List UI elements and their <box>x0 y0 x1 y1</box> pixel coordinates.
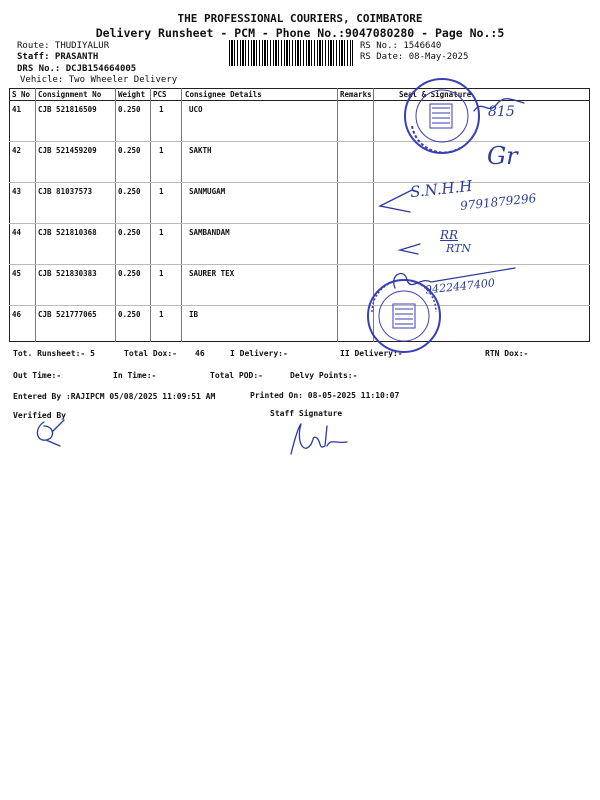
company-title: THE PROFESSIONAL COURIERS, COIMBATORE <box>177 12 423 25</box>
signature-scribble-44 <box>396 240 424 258</box>
col-header-consignee: Consignee Details <box>185 90 262 99</box>
cell-sno: 43 <box>12 187 22 196</box>
verifier-signature <box>30 418 70 448</box>
col-header-weight: Weight <box>118 90 146 99</box>
cell-consignee: SAURER TEX <box>189 269 235 278</box>
handwritten-name-43: S.N.H.H <box>409 176 474 202</box>
cell-pcs: 1 <box>159 146 164 155</box>
signature-scribble-43 <box>376 186 416 216</box>
cell-weight: 0.250 <box>118 269 141 278</box>
table-row <box>9 224 590 264</box>
cell-pcs: 1 <box>159 310 164 319</box>
col-header-sno: S No <box>12 90 31 99</box>
ii-delivery: II Delivery:- <box>340 349 403 358</box>
vehicle: Vehicle: Two Wheeler Delivery <box>20 75 178 85</box>
out-time: Out Time:- <box>13 371 62 380</box>
staff-signature-label: Staff Signature <box>270 409 343 418</box>
handwritten-note-44b: RTN <box>446 242 472 255</box>
cell-sno: 44 <box>12 228 22 237</box>
printed-on: Printed On: 08-05-2025 11:10:07 <box>250 391 400 400</box>
cell-weight: 0.250 <box>118 146 141 155</box>
rtn-dox: RTN Dox:- <box>485 349 529 358</box>
cell-consignee: IB <box>189 310 199 319</box>
table-row <box>9 306 590 346</box>
rs-date: RS Date: 08-May-2025 <box>360 52 469 62</box>
cell-sno: 42 <box>12 146 22 155</box>
cell-consignment: CJB 521810368 <box>38 228 97 237</box>
cell-pcs: 1 <box>159 269 164 278</box>
cell-consignee: SANMUGAM <box>189 187 226 196</box>
runsheet-subtitle: Delivery Runsheet - PCM - Phone No.:9047080280 - Page No.:5 <box>95 26 505 40</box>
cell-weight: 0.250 <box>118 105 141 114</box>
i-delivery: I Delivery:- <box>230 349 288 358</box>
handwritten-note-42: Gr <box>487 142 518 170</box>
handwritten-note-41: 815 <box>488 104 515 120</box>
cell-sno: 41 <box>12 105 22 114</box>
cell-consignee: UCO <box>189 105 203 114</box>
cell-consignment: CJB 81037573 <box>38 187 93 196</box>
in-time: In Time:- <box>113 371 157 380</box>
total-dox-value: 46 <box>195 349 205 358</box>
cell-weight: 0.250 <box>118 228 141 237</box>
cell-consignee: SAMBANDAM <box>189 228 230 237</box>
handwritten-phone-45: 9422447400 <box>424 276 496 297</box>
rs-number: RS No.: 1546640 <box>360 41 442 51</box>
signature-scribble-41 <box>470 95 530 117</box>
cell-sno: 45 <box>12 269 22 278</box>
delvy-points: Delvy Points:- <box>290 371 358 380</box>
col-header-seal: Seal & Signature <box>399 90 472 99</box>
cell-sno: 46 <box>12 310 22 319</box>
cell-weight: 0.250 <box>118 310 141 319</box>
route: Route: THUDIYALUR <box>17 41 110 51</box>
cell-consignment: CJB 521459209 <box>38 146 97 155</box>
handwritten-note-44a: RR <box>440 228 459 242</box>
cell-consignee: SAKTH <box>189 146 212 155</box>
tot-runsheet: Tot. Runsheet:- 5 <box>13 349 95 358</box>
handwritten-phone-43: 9791879296 <box>459 191 537 213</box>
cell-consignment: CJB 521777065 <box>38 310 97 319</box>
drs-number: DRS No.: DCJB154664005 <box>17 64 137 74</box>
barcode <box>229 40 353 66</box>
col-header-consignment: Consignment No <box>38 90 102 99</box>
total-pod: Total POD:- <box>210 371 263 380</box>
entered-by: Entered By :RAJIPCM 05/08/2025 11:09:51 AM <box>13 392 216 401</box>
cell-consignment: CJB 521830383 <box>38 269 97 278</box>
col-header-pcs: PCS <box>153 90 167 99</box>
cell-pcs: 1 <box>159 228 164 237</box>
staff-signature <box>285 418 355 460</box>
total-dox-label: Total Dox:- <box>124 349 177 358</box>
cell-pcs: 1 <box>159 187 164 196</box>
cell-consignment: CJB 521816509 <box>38 105 97 114</box>
col-header-remarks: Remarks <box>340 90 372 99</box>
staff: Staff: PRASANTH <box>17 52 99 62</box>
cell-weight: 0.250 <box>118 187 141 196</box>
cell-pcs: 1 <box>159 105 164 114</box>
verified-by-label: Verified By <box>13 411 66 420</box>
